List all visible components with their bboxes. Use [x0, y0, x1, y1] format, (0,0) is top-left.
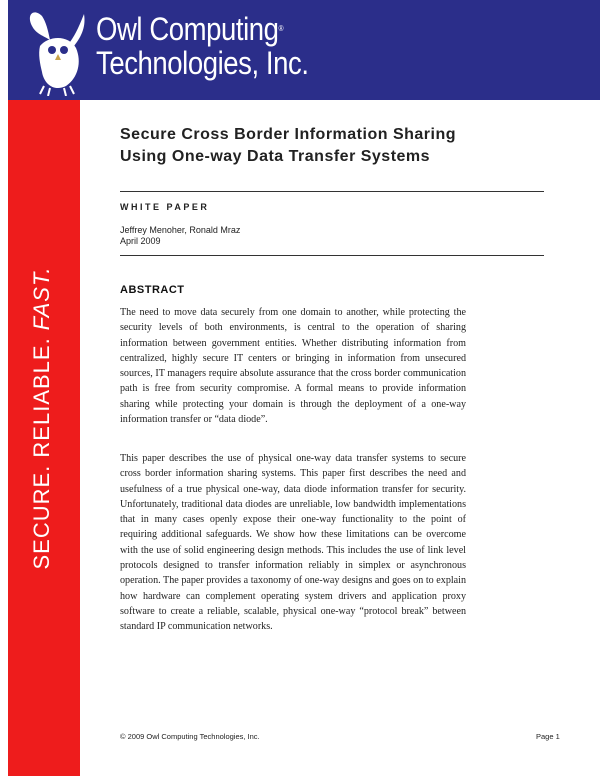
publication-date: April 2009	[120, 236, 161, 246]
brand-name	[96, 12, 309, 80]
brand-line-2: Technologies, Inc.	[96, 45, 309, 81]
title-line-1: Secure Cross Border Information Sharing	[120, 126, 457, 143]
divider-bottom	[120, 255, 544, 256]
brand-line-1: Owl Computing®	[96, 11, 284, 47]
footer-copyright: © 2009 Owl Computing Technologies, Inc.	[120, 732, 260, 741]
sidebar-tagline: SECURE. RELIABLE. FAST.	[29, 266, 54, 570]
authors: Jeffrey Menoher, Ronald Mraz	[120, 225, 241, 235]
abstract-heading: ABSTRACT	[120, 284, 185, 296]
title-line-2: Using One-way Data Transfer Systems	[120, 148, 431, 165]
footer-page-number: Page 1	[536, 732, 560, 741]
header-banner	[8, 0, 600, 100]
owl-logo-icon	[24, 6, 92, 96]
author-block	[120, 225, 240, 247]
document-type-label: WHITE PAPER	[120, 202, 210, 212]
page-title	[120, 124, 560, 168]
abstract-paragraph-1: The need to move data securely from one domain to another, while protecting the security levels of both environments, is central to the operation of sharing information between government entities. Whether distributing information from centralized, highly secure IT centers or bringing in information from unsecured sources, IT managers require absolute assurance that the cross border communication path is free from security compromise. A formal means to provide information sharing while protecting your domain is through the deployment of a one-way information transfer or “data diode”.	[120, 307, 466, 426]
abstract-paragraph-2: This paper describes the use of physical one-way data transfer systems to secure cross border information sharing systems. This paper first describes the need and usefulness of a true physical one-way, data diode information transfer for security. Unfortunately, traditional data diodes are unreliable, low bandwidth implementations that in many cases openly expose their one-way functionality to the point of requiring additional safeguards. We show how these limitations can be overcome with the use of solid engineering design methods. This includes the use of link level protocols designed to transfer information reliably in simplex or asynchronous operation. The paper provides a taxonomy of one-way designs and goes on to explain how hardware can complement operating system drivers and application proxy software to create a reliable, scalable, physical one-way “protocol break” between standard IP communication networks.	[120, 453, 466, 633]
divider-top	[120, 191, 544, 192]
